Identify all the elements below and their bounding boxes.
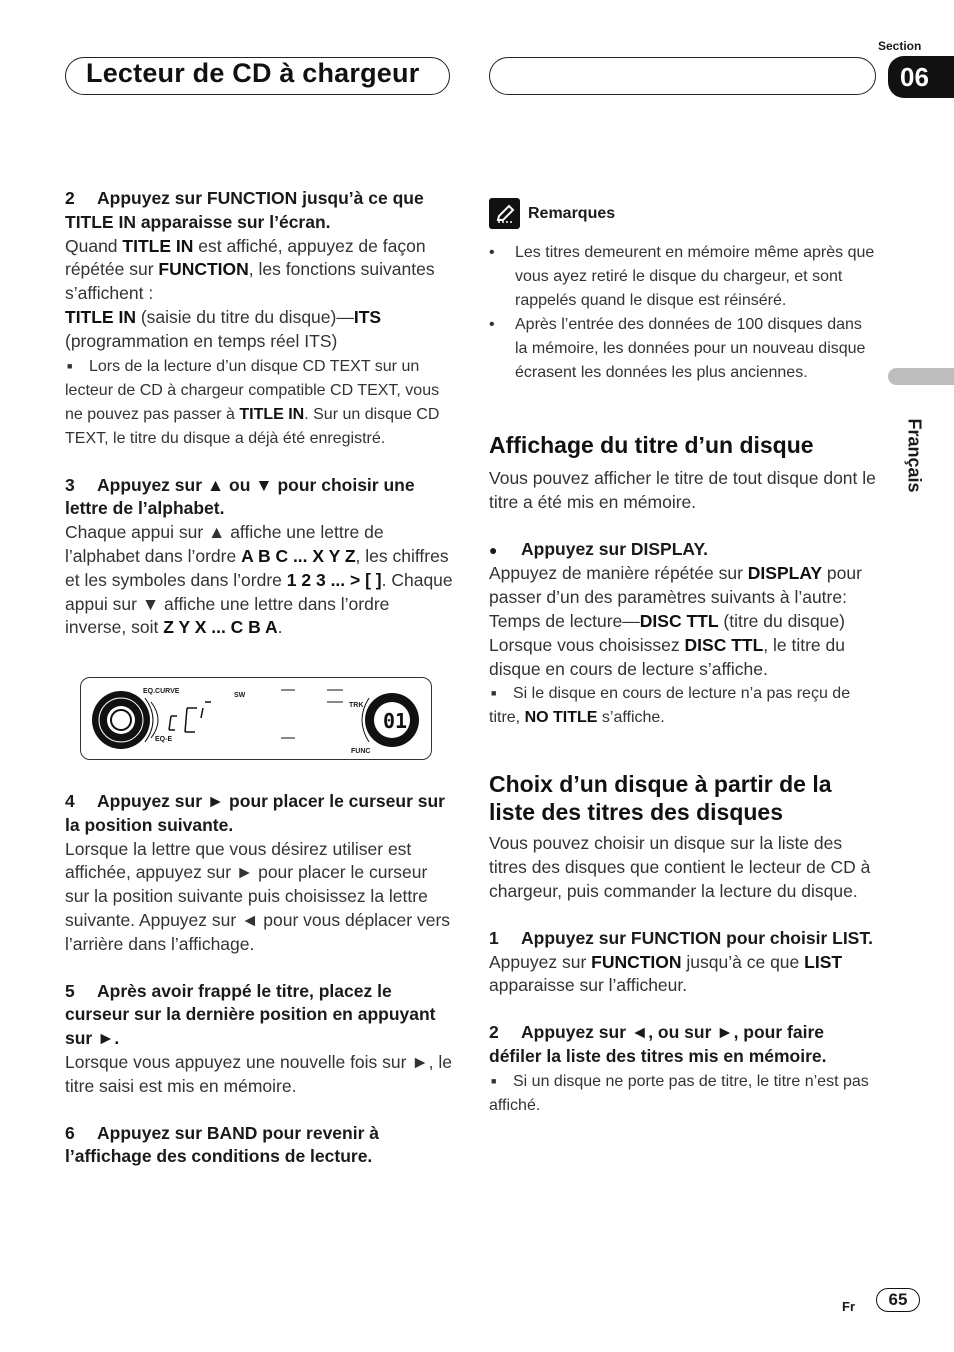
footer-language: Fr (842, 1299, 855, 1314)
remarks-title: Remarques (528, 204, 616, 222)
display-step-result: Lorsque vous choisissez DISC TTL, le titre du disque en cours de lecture s’affiche. (489, 634, 845, 679)
language-tab-marker (888, 368, 954, 385)
page-title: Lecteur de CD à chargeur (86, 58, 420, 88)
list-step-2-title: 2 Appuyez sur ◄, ou sur ►, pour faire défiler la liste des titres mis en mémoire. (489, 1022, 827, 1066)
display-step-note: ■ Si le disque en cours de lecture n’a pas reçu de titre, NO TITLE s’affiche. (489, 681, 877, 730)
display-eq-curve: EQ.CURVE (143, 688, 180, 695)
step-2-title: 2 Appuyez sur FUNCTION jusqu’à ce que TITLE IN apparaisse sur l’écran. (65, 188, 424, 232)
step-5-body: Lorsque vous appuyez une nouvelle fois sur ►, le titre saisi est mis en mémoire. (65, 1051, 452, 1096)
remarks-header (489, 198, 877, 229)
step-3-title: 3 Appuyez sur ▲ ou ▼ pour choisir une lettre de l’alphabet. (65, 474, 415, 519)
header-empty-frame (489, 57, 876, 95)
section-heading-title-list: Choix d’un disque à partir de la liste des titres des disques (489, 771, 832, 826)
display-sw: SW (234, 692, 246, 699)
round-bullet-icon: ● (489, 541, 498, 558)
left-column-lower (65, 790, 453, 1169)
step-6-title: 6 Appuyez sur BAND pour revenir à l’affichage des conditions de lecture. (65, 1122, 379, 1167)
display-func: FUNC (351, 748, 371, 755)
display-eq-e: EQ-E (155, 736, 173, 743)
list-step-1-body: Appuyez sur FUNCTION jusqu’à ce que LIST apparaisse sur l’afficheur. (489, 951, 843, 996)
list-step-1-title: 1 Appuyez sur FUNCTION pour choisir LIST. (489, 927, 873, 948)
remark-item: • Après l’entrée des données de 100 disques dans la mémoire, les données pour un nouveau disque écrasent les données les plus anciennes. (489, 313, 877, 385)
display-step-body: Appuyez de manière répétée sur DISPLAY pour passer d’un des paramètres suivants à l’autre: (489, 563, 862, 608)
remark-item: • Les titres demeurent en mémoire même après que vous ayez retiré le disque du chargeur, et sont rappelés quand le disque est réinséré. (489, 241, 877, 313)
page-number: 65 (876, 1288, 920, 1312)
pencil-note-icon (489, 198, 520, 229)
left-column (65, 187, 453, 640)
step-2-body: Quand TITLE IN est affiché, appuyez de façon répétée sur FUNCTION, les fonctions suivantes s’affichent : (65, 235, 435, 304)
step-5-title: 5 Après avoir frappé le titre, placez le curseur sur la dernière position en appuyant sur ►. (65, 980, 436, 1049)
square-bullet-icon: ■ (67, 360, 73, 371)
section-label: Section (878, 39, 922, 53)
section-heading-disc-title: Affichage du titre d’un disque (489, 432, 814, 458)
display-step-options: Temps de lecture—DISC TTL (titre du disque) (489, 610, 845, 631)
remarks-list (489, 241, 877, 385)
section-number-badge: 06 (888, 56, 954, 98)
step-2-note: ■ Lors de la lecture d’un disque CD TEXT sur un lecteur de CD à chargeur compatible CD TEXT, vous ne pouvez pas passer à TITLE IN. Sur un disque CD TEXT, le titre du disque a déjà été enregistré. (65, 354, 453, 451)
section2-intro: Vous pouvez choisir un disque sur la liste des titres des disques que contient le lecteur de CD à chargeur, puis commander la lecture du disque. (489, 833, 871, 901)
square-bullet-icon: ■ (491, 1075, 497, 1086)
right-column (489, 198, 877, 1118)
list-step-2-note: ■ Si un disque ne porte pas de titre, le titre n’est pas affiché. (489, 1069, 877, 1118)
display-step-title: ● Appuyez sur DISPLAY. (489, 538, 877, 563)
display-trk: TRK (349, 702, 364, 709)
step-3-body: Chaque appui sur ▲ affiche une lettre de l’alphabet dans l’ordre A B C ... X Y Z, les chiffres et les symboles dans l’ordre 1 2 3 ... > [ ]. Chaque appui sur ▼ affiche une lettre dans l’ordre inverse, soit Z Y X ... C B A. (65, 522, 453, 638)
square-bullet-icon: ■ (491, 688, 497, 699)
language-label: Français (904, 418, 925, 493)
section1-intro: Vous pouvez afficher le titre de tout disque dont le titre a été mis en mémoire. (489, 468, 876, 512)
svg-text:01: 01 (383, 709, 408, 733)
step-4-title: 4 Appuyez sur ► pour placer le curseur sur la position suivante. (65, 791, 445, 835)
step-2-options: TITLE IN (saisie du titre du disque)—ITS (programmation en temps réel ITS) (65, 306, 382, 351)
step-4-body: Lorsque la lettre que vous désirez utiliser est affichée, appuyez sur ► pour placer le curseur sur la position suivante puis choisissez la lettre suivante. Appuyez sur ◄ pour vous déplacer vers l’arrière dans l’affichage. (65, 838, 451, 954)
head-unit-display-illustration (80, 677, 432, 760)
